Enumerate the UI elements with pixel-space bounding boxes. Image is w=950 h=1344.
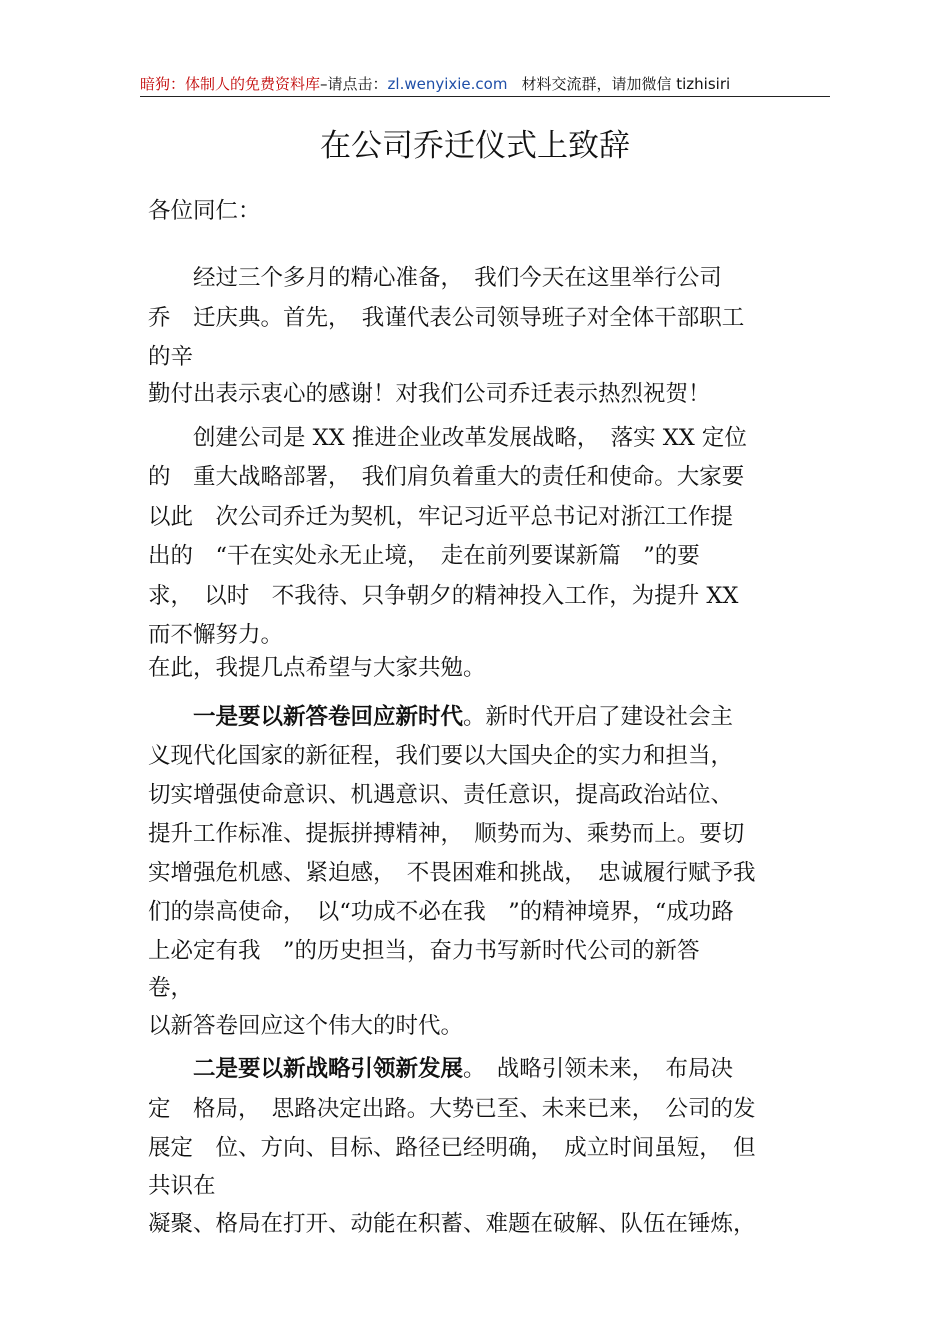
header-prompt: –请点击： [320,75,388,93]
paragraph-line: 上必定有我 ”的历史担当，奋力书写新时代公司的新答 [148,938,700,964]
section2-first-line [148,1053,733,1085]
section2-heading: 二是要以新战略引领新发展 [193,1056,464,1082]
paragraph-line: 以新答卷回应这个伟大的时代。 [148,1013,464,1039]
paragraph-line: 求， 以时 不我待、只争朝夕的精神投入工作，为提升 XX [148,583,739,609]
paragraph-line: 展定 位、方向、目标、路径已经明确， 成立时间虽短， 但 [148,1135,756,1161]
header-url-link[interactable]: zl.wenyixie.com [387,75,508,93]
header-contact: 材料交流群，请加微信 tizhisiri [521,75,731,93]
paragraph-line: 实增强危机感、紧迫感， 不畏困难和挑战， 忠诚履行赋予我 [148,860,756,886]
paragraph-line: 创建公司是 XX 推进企业改革发展战略， 落实 XX 定位 [148,425,747,451]
paragraph-line: 以此 次公司乔迁为契机，牢记习近平总书记对浙江工作提 [148,504,734,530]
paragraph-line: 切实增强使命意识、机遇意识、责任意识，提高政治站位、 [148,782,734,808]
paragraph-line: 经过三个多月的精心准备， 我们今天在这里举行公司 [148,265,722,291]
paragraph-line: 勤付出表示衷心的感谢！对我们公司乔迁表示热烈祝贺！ [148,381,711,407]
salutation: 各位同仁： [148,198,261,224]
paragraph-line: 在此，我提几点希望与大家共勉。 [148,655,486,681]
paragraph-line: 的辛 [148,344,194,370]
paragraph-line: 卷， [148,975,194,1001]
paragraph-line: 的 重大战略部署， 我们肩负着重大的责任和使命。大家要 [148,464,745,490]
header-site-name: 暗狗：体制人的免费资料库 [140,75,321,93]
paragraph-line: 义现代化国家的新征程，我们要以大国央企的实力和担当， [148,743,734,769]
document-title: 在公司乔迁仪式上致辞 [320,128,630,164]
paragraph-line: 们的崇高使命， 以“功成不必在我 ”的精神境界，“成功路 [148,899,734,925]
section2-first-rest: 。 战略引领未来， 布局决 [463,1056,734,1082]
paragraph-line: 共识在 [148,1173,216,1199]
page-header [140,74,830,97]
paragraph-line: 而不懈努力。 [148,622,284,648]
paragraph-line: 定 格局， 思路决定出路。大势已至、未来已来， 公司的发 [148,1096,756,1122]
section1-heading: 一是要以新答卷回应新时代 [193,704,464,730]
paragraph-line: 提升工作标准、提振拼搏精神， 顺势而为、乘势而上。要切 [148,821,745,847]
paragraph-line: 凝聚、格局在打开、动能在积蓄、难题在破解、队伍在锤炼， [148,1211,756,1237]
section1-first-rest: 。新时代开启了建设社会主 [463,704,734,730]
paragraph-line: 乔 迁庆典。首先， 我谨代表公司领导班子对全体干部职工 [148,305,745,331]
section1-first-line [148,701,733,733]
paragraph-line: 出的 “干在实处永无止境， 走在前列要谋新篇 ”的要 [148,543,700,569]
